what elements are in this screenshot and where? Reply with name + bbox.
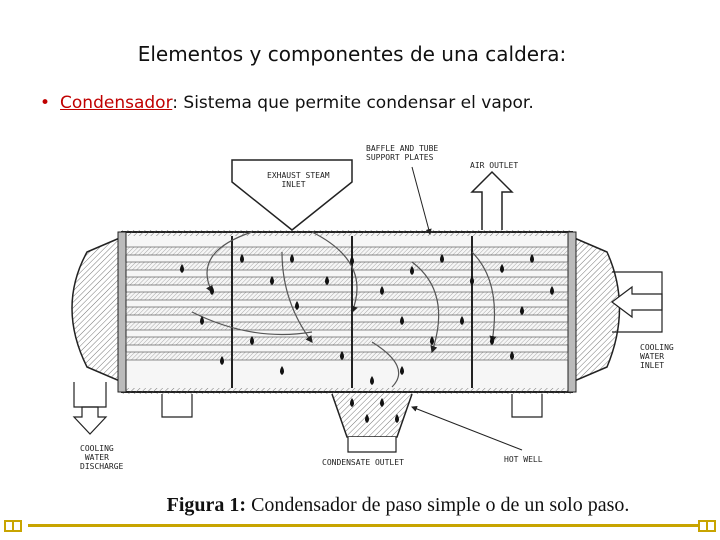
condenser-drawing: [52, 142, 692, 482]
right-tube-sheet: [568, 232, 576, 392]
label-condensate-outlet: CONDENSATE OUTLET: [322, 458, 404, 467]
hot-well: [332, 394, 412, 437]
bullet-item: [40, 93, 534, 113]
air-outlet-arrow: [472, 172, 512, 230]
right-water-box: [572, 237, 620, 382]
cooling-water-discharge-arrow: [74, 407, 106, 434]
left-tube-sheet: [118, 232, 126, 392]
label-air-outlet: AIR OUTLET: [470, 161, 519, 170]
bullet-term: Condensador: [60, 93, 173, 113]
caption-text: Condensador de paso simple o de un solo paso.: [246, 494, 630, 516]
label-cooling-water-inlet: COOLING WATER INLET: [640, 343, 674, 370]
label-hot-well: HOT WELL: [504, 455, 543, 464]
left-water-box: [72, 237, 122, 382]
bullet-separator: :: [172, 93, 178, 113]
bullet-icon: •: [40, 93, 51, 113]
caption-label: Figura 1:: [166, 494, 247, 516]
footer-right-icon: [698, 518, 716, 534]
label-exhaust-steam-inlet: EXHAUST STEAM INLET: [267, 171, 330, 189]
footer-rule: [28, 524, 698, 527]
bullet-text: Sistema que permite condensar el vapor.: [178, 93, 534, 113]
figure-caption: [0, 494, 720, 517]
slide-title: Elementos y componentes de una caldera:: [137, 42, 567, 66]
footer-left-icon: [4, 518, 22, 534]
label-cooling-water-discharge: COOLING WATER DISCHARGE: [80, 444, 124, 471]
condenser-diagram: [52, 142, 692, 486]
label-baffle-support-plates: BAFFLE AND TUBE SUPPORT PLATES: [366, 144, 439, 162]
